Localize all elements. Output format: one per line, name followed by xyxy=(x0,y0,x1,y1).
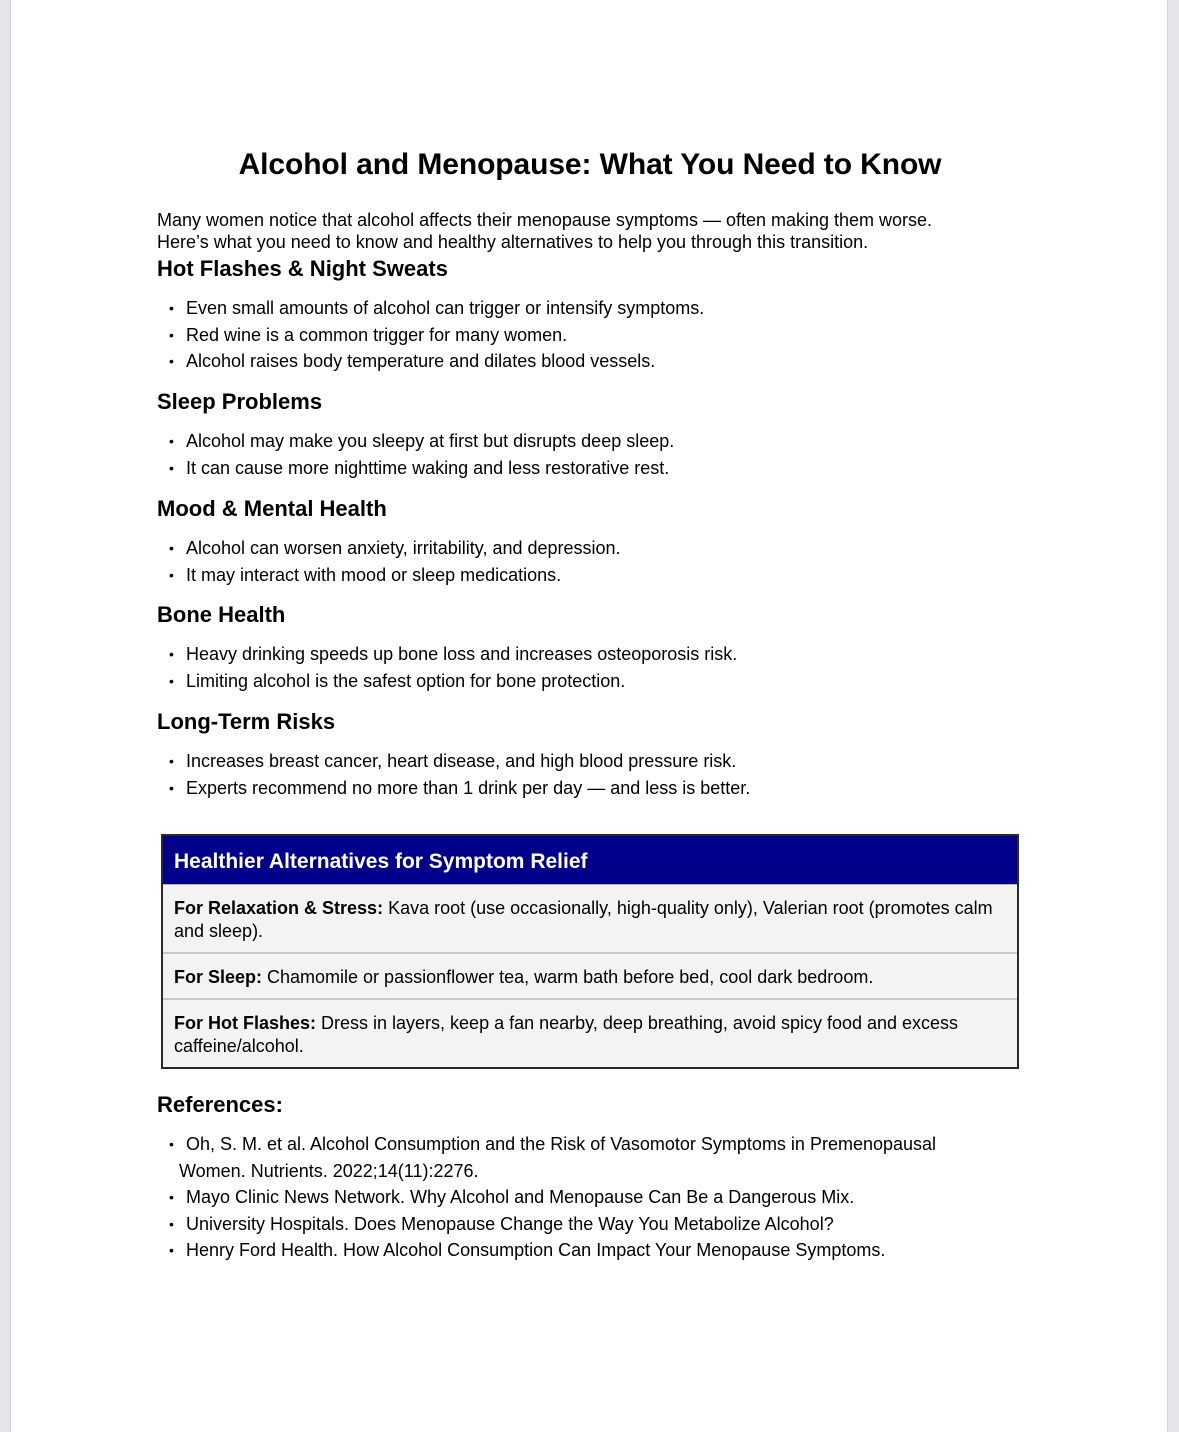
list-item: • Limiting alcohol is the safest option for bone protection. xyxy=(157,668,1027,695)
section-hot-flashes xyxy=(157,255,1027,375)
row-text: Kava root (use occasionally, high-quality only), Valerian root (promotes calm and sleep). xyxy=(174,898,993,941)
intro-line-2: Here’s what you need to know and healthy alternatives to help you through this transition. xyxy=(157,232,869,252)
reference-item: • University Hospitals. Does Menopause Change the Way You Metabolize Alcohol? xyxy=(157,1211,1027,1238)
section-mood-mental-health xyxy=(157,495,1027,588)
reference-item: • Henry Ford Health. How Alcohol Consumption Can Impact Your Menopause Symptoms. xyxy=(157,1237,1027,1264)
bullet-list xyxy=(157,428,1027,481)
alternatives-header: Healthier Alternatives for Symptom Relief xyxy=(163,836,1017,885)
list-item: • Alcohol raises body temperature and dilates blood vessels. xyxy=(157,348,1027,375)
row-label: For Hot Flashes: xyxy=(174,1013,317,1033)
section-heading: Long-Term Risks xyxy=(157,709,336,734)
section-long-term-risks xyxy=(157,708,1027,801)
bullet-list xyxy=(157,641,1027,694)
section-heading: Mood & Mental Health xyxy=(157,496,387,521)
alternative-row-relaxation xyxy=(163,885,1017,954)
row-label: For Relaxation & Stress: xyxy=(174,898,384,918)
row-text: Dress in layers, keep a fan nearby, deep breathing, avoid spicy food and excess caffeine/alcohol. xyxy=(174,1013,959,1056)
row-text: Chamomile or passionflower tea, warm bath before bed, cool dark bedroom. xyxy=(262,967,874,987)
list-item: • Heavy drinking speeds up bone loss and increases osteoporosis risk. xyxy=(157,641,1027,668)
alternatives-table xyxy=(161,834,1019,1069)
bullet-icon: • xyxy=(169,672,174,689)
list-item: • Experts recommend no more than 1 drink per day — and less is better. xyxy=(157,775,1027,802)
bullet-list xyxy=(157,748,1027,801)
bullet-icon: • xyxy=(169,566,174,583)
document-title: Alcohol and Menopause: What You Need to Know xyxy=(238,148,942,181)
section-heading: Hot Flashes & Night Sweats xyxy=(157,256,448,281)
document-page xyxy=(10,0,1168,1432)
bullet-list xyxy=(157,535,1027,588)
bullet-icon: • xyxy=(169,1189,174,1205)
section-sleep-problems xyxy=(157,388,1027,481)
bullet-list xyxy=(157,295,1027,375)
bullet-icon: • xyxy=(169,779,174,796)
references-list xyxy=(157,1131,1027,1264)
row-label: For Sleep: xyxy=(174,967,263,987)
section-bone-health xyxy=(157,601,1027,694)
bullet-icon: • xyxy=(169,300,174,316)
intro-line-1: Many women notice that alcohol affects their menopause symptoms — often making them worse. xyxy=(157,210,933,230)
alternative-row-hot-flashes xyxy=(163,1000,1017,1067)
section-heading: Bone Health xyxy=(157,602,286,627)
bullet-icon: • xyxy=(169,433,174,449)
alternative-row-sleep xyxy=(163,954,1017,1000)
list-item: • It may interact with mood or sleep medications. xyxy=(157,562,1027,589)
bullet-icon: • xyxy=(169,646,174,662)
intro-paragraph xyxy=(157,209,1027,253)
bullet-icon: • xyxy=(169,1242,174,1258)
bullet-icon: • xyxy=(169,540,174,556)
list-item: • Red wine is a common trigger for many women. xyxy=(157,322,1027,349)
bullet-icon: • xyxy=(169,1136,174,1152)
bullet-icon: • xyxy=(169,353,174,369)
list-item: • It can cause more nighttime waking and less restorative rest. xyxy=(157,455,1027,482)
list-item: • Alcohol can worsen anxiety, irritability, and depression. xyxy=(157,535,1027,562)
references-section xyxy=(157,1091,1027,1264)
list-item: • Even small amounts of alcohol can trigger or intensify symptoms. xyxy=(157,295,1027,322)
list-item: • Increases breast cancer, heart disease, and high blood pressure risk. xyxy=(157,748,1027,775)
list-item: • Alcohol may make you sleepy at first but disrupts deep sleep. xyxy=(157,428,1027,455)
references-heading: References: xyxy=(157,1092,283,1117)
section-heading: Sleep Problems xyxy=(157,389,323,414)
reference-item: • Oh, S. M. et al. Alcohol Consumption and the Risk of Vasomotor Symptoms in Premenopausal Women. Nutrients. 2022;14(11):2276. xyxy=(157,1131,1027,1184)
bullet-icon: • xyxy=(169,1215,174,1232)
bullet-icon: • xyxy=(169,753,174,769)
bullet-icon: • xyxy=(169,459,174,476)
reference-item: • Mayo Clinic News Network. Why Alcohol and Menopause Can Be a Dangerous Mix. xyxy=(157,1184,1027,1211)
bullet-icon: • xyxy=(169,326,174,343)
